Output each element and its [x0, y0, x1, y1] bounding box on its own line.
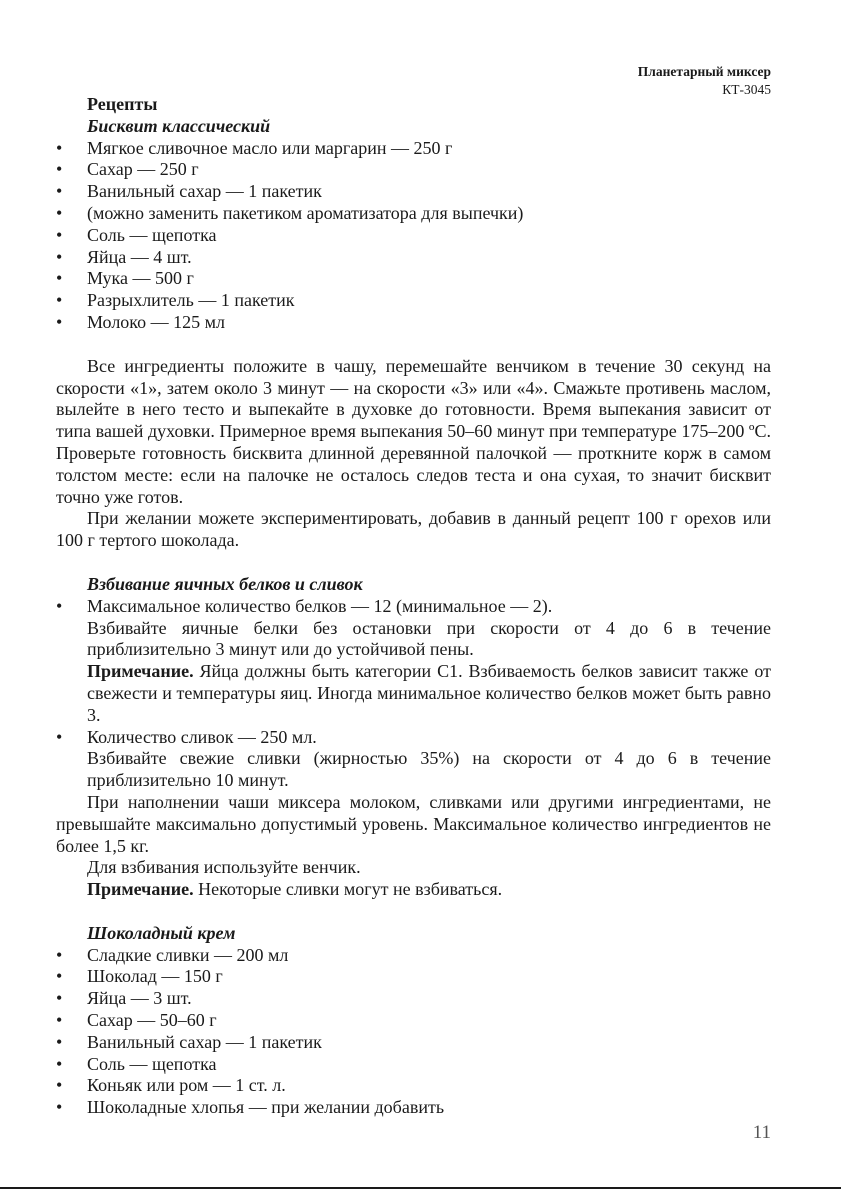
list-item: • Соль — щепотка: [56, 225, 771, 247]
sponge-variation: При желании можете экспериментировать, добавив в данный рецепт 100 г орехов или 100 г тертого шоколада.: [56, 508, 771, 551]
list-item: • Мука — 500 г: [56, 268, 771, 290]
whipping-title: Взбивание яичных белков и сливок: [87, 573, 363, 594]
model-number: КТ-3045: [722, 82, 771, 97]
note-text: Некоторые сливки могут не взбиваться.: [193, 879, 503, 900]
list-item: • Соль — щепотка: [56, 1054, 771, 1076]
whipping-final-note: [56, 879, 771, 901]
list-item: • Шоколад — 150 г: [56, 966, 771, 988]
whipping-egg-note: [56, 661, 771, 726]
list-item: • Яйца — 4 шт.: [56, 247, 771, 269]
page-content: [56, 94, 771, 1119]
sponge-instructions: Все ингредиенты положите в чашу, перемешайте венчиком в течение 30 секунд на скорости «1», затем около 3 минут — на скорости «3» или «4». Смажьте противень маслом, вылейте в него тесто и выпекайте в духовке до готовности. Время выпекания зависит от типа вашей духовки. Примерное время выпекания 50–60 минут при температуре 175–200 ºC. Проверьте готовность бисквита длинной деревянной палочкой — проткните корж в самом толстом месте: если на палочке не осталось следов теста и она сухая, то значит бисквит точно уже готов.: [56, 355, 771, 507]
cream-ingredients: [56, 945, 771, 1119]
whipping-capacity-text: При наполнении чаши миксера молоком, сливками или другими ингредиентами, не превышайте максимально допустимый уровень. Максимальное количество ингредиентов не более 1,5 кг.: [56, 791, 771, 856]
note-label: Примечание.: [87, 879, 194, 900]
section-title: Рецепты: [87, 94, 158, 114]
list-item: • Ванильный сахар — 1 пакетик: [56, 1032, 771, 1054]
whipping-egg-text: Взбивайте яичные белки без остановки при скорости от 4 до 6 в течение приблизительно 3 минут или до устойчивой пены.: [87, 617, 771, 660]
list-item: • Количество сливок — 250 мл.: [56, 727, 771, 749]
product-title: Планетарный миксер: [637, 64, 771, 79]
sponge-ingredients: [56, 138, 771, 334]
list-item: • Разрыхлитель — 1 пакетик: [56, 290, 771, 312]
list-item: • Коньяк или ром — 1 ст. л.: [56, 1075, 771, 1097]
list-item: • Максимальное количество белков — 12 (минимальное — 2).: [56, 596, 771, 618]
list-item: • Сахар — 250 г: [56, 159, 771, 181]
list-item: • Сахар — 50–60 г: [56, 1010, 771, 1032]
note-label: Примечание.: [87, 661, 194, 682]
note-text: Яйца должны быть категории С1. Взбиваемость белков зависит также от свежести и температуры яиц. Иногда минимальное количество белков может быть равно 3.: [87, 661, 771, 725]
list-item: • Яйца — 3 шт.: [56, 988, 771, 1010]
list-item: • Сладкие сливки — 200 мл: [56, 945, 771, 967]
whipping-list-2: [56, 727, 771, 749]
list-item: • Шоколадные хлопья — при желании добавить: [56, 1097, 771, 1119]
list-item: • (можно заменить пакетиком ароматизатора для выпечки): [56, 203, 771, 225]
whipping-cream-text: Взбивайте свежие сливки (жирностью 35%) на скорости от 4 до 6 в течение приблизительно 10 минут.: [87, 748, 771, 791]
whipping-tool-text: Для взбивания используйте венчик.: [87, 857, 361, 878]
page-number: 11: [752, 1122, 771, 1143]
whipping-list: [56, 596, 771, 618]
list-item: • Молоко — 125 мл: [56, 312, 771, 334]
sponge-title: Бисквит классический: [87, 115, 271, 136]
list-item: • Мягкое сливочное масло или маргарин — 250 г: [56, 138, 771, 160]
list-item: • Ванильный сахар — 1 пакетик: [56, 181, 771, 203]
cream-title: Шоколадный крем: [87, 922, 236, 943]
